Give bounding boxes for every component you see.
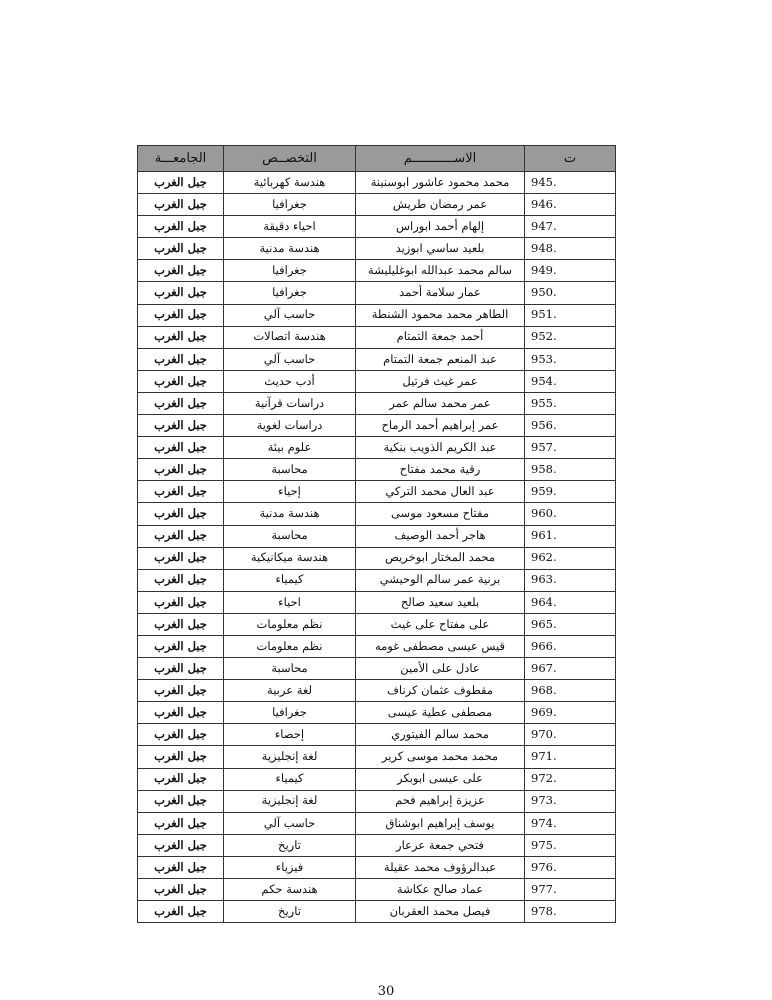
- cell-number: 965.: [525, 613, 616, 635]
- cell-specialization: تاريخ: [224, 834, 356, 856]
- cell-name: عمر رمضان طريش: [356, 194, 525, 216]
- cell-number: 974.: [525, 812, 616, 834]
- cell-number: 960.: [525, 503, 616, 525]
- table-row: [138, 525, 616, 547]
- table-header: [138, 146, 616, 172]
- cell-number: 945.: [525, 172, 616, 194]
- cell-specialization: هندسة ميكانيكية: [224, 547, 356, 569]
- table-row: [138, 680, 616, 702]
- cell-number: 977.: [525, 879, 616, 901]
- table-row: [138, 812, 616, 834]
- cell-specialization: لغة إنجليزية: [224, 746, 356, 768]
- table-row: [138, 834, 616, 856]
- cell-number: 950.: [525, 282, 616, 304]
- roster-table: [137, 145, 616, 923]
- cell-name: محمد المختار ابوخريص: [356, 547, 525, 569]
- cell-name: بلعيد سعيد صالح: [356, 591, 525, 613]
- cell-name: عبد المنعم جمعة التمتام: [356, 348, 525, 370]
- cell-number: 967.: [525, 658, 616, 680]
- cell-specialization: دراسات لغوية: [224, 415, 356, 437]
- table-row: [138, 370, 616, 392]
- header-university: الجامعـــة: [138, 146, 224, 172]
- table-row: [138, 746, 616, 768]
- cell-number: 953.: [525, 348, 616, 370]
- table-row: [138, 790, 616, 812]
- table-row: [138, 348, 616, 370]
- cell-number: 973.: [525, 790, 616, 812]
- cell-university: جبل الغرب: [138, 746, 224, 768]
- cell-number: 949.: [525, 260, 616, 282]
- cell-name: قيس عيسى مصطفى غومه: [356, 635, 525, 657]
- cell-number: 948.: [525, 238, 616, 260]
- cell-number: 946.: [525, 194, 616, 216]
- cell-specialization: جغرافيا: [224, 702, 356, 724]
- cell-specialization: أدب حديث: [224, 370, 356, 392]
- table-row: [138, 194, 616, 216]
- cell-university: جبل الغرب: [138, 194, 224, 216]
- table-row: [138, 415, 616, 437]
- cell-name: عبد العال محمد التركي: [356, 481, 525, 503]
- cell-name: عماد صالح عكاشة: [356, 879, 525, 901]
- cell-university: جبل الغرب: [138, 834, 224, 856]
- cell-specialization: لغة إنجليزية: [224, 790, 356, 812]
- header-name: الاســـــــــــم: [356, 146, 525, 172]
- cell-name: على مفتاح على غيث: [356, 613, 525, 635]
- cell-specialization: تاريخ: [224, 901, 356, 923]
- table-row: [138, 172, 616, 194]
- table-row: [138, 392, 616, 414]
- table-row: [138, 613, 616, 635]
- cell-number: 964.: [525, 591, 616, 613]
- table-row: [138, 304, 616, 326]
- cell-specialization: نظم معلومات: [224, 635, 356, 657]
- cell-name: أحمد جمعة التمتام: [356, 326, 525, 348]
- cell-specialization: حاسب آلي: [224, 812, 356, 834]
- cell-specialization: لغة عربية: [224, 680, 356, 702]
- cell-name: إلهام أحمد ابوراس: [356, 216, 525, 238]
- cell-specialization: جغرافيا: [224, 260, 356, 282]
- cell-number: 947.: [525, 216, 616, 238]
- cell-university: جبل الغرب: [138, 702, 224, 724]
- cell-university: جبل الغرب: [138, 326, 224, 348]
- cell-number: 962.: [525, 547, 616, 569]
- cell-name: بلعيد ساسي ابوزيد: [356, 238, 525, 260]
- cell-university: جبل الغرب: [138, 812, 224, 834]
- cell-name: فتحي جمعة عرعار: [356, 834, 525, 856]
- cell-number: 959.: [525, 481, 616, 503]
- table-row: [138, 326, 616, 348]
- cell-name: فيصل محمد العقربان: [356, 901, 525, 923]
- cell-name: رقية محمد مفتاح: [356, 459, 525, 481]
- cell-number: 978.: [525, 901, 616, 923]
- table-row: [138, 879, 616, 901]
- cell-name: محمد محمد موسى كرير: [356, 746, 525, 768]
- cell-name: عمر غيث فرتيل: [356, 370, 525, 392]
- cell-university: جبل الغرب: [138, 392, 224, 414]
- cell-university: جبل الغرب: [138, 525, 224, 547]
- cell-university: جبل الغرب: [138, 503, 224, 525]
- cell-number: 954.: [525, 370, 616, 392]
- cell-name: عمار سلامة أحمد: [356, 282, 525, 304]
- cell-name: عمر إبراهيم أحمد الرماح: [356, 415, 525, 437]
- table-row: [138, 503, 616, 525]
- cell-name: مقطوف عثمان كرناف: [356, 680, 525, 702]
- table-row: [138, 724, 616, 746]
- cell-name: هاجر أحمد الوصيف: [356, 525, 525, 547]
- table-row: [138, 260, 616, 282]
- cell-number: 956.: [525, 415, 616, 437]
- cell-university: جبل الغرب: [138, 481, 224, 503]
- cell-specialization: محاسبة: [224, 658, 356, 680]
- cell-number: 969.: [525, 702, 616, 724]
- table-body: [138, 172, 616, 923]
- table-row: [138, 459, 616, 481]
- cell-university: جبل الغرب: [138, 591, 224, 613]
- cell-specialization: هندسة كهربائية: [224, 172, 356, 194]
- cell-university: جبل الغرب: [138, 635, 224, 657]
- cell-specialization: محاسبة: [224, 459, 356, 481]
- header-row: [138, 146, 616, 172]
- cell-number: 963.: [525, 569, 616, 591]
- cell-specialization: جغرافيا: [224, 194, 356, 216]
- cell-specialization: حاسب آلي: [224, 304, 356, 326]
- cell-number: 976.: [525, 856, 616, 878]
- cell-university: جبل الغرب: [138, 216, 224, 238]
- cell-specialization: هندسة مدنية: [224, 238, 356, 260]
- cell-specialization: كيمياء: [224, 569, 356, 591]
- cell-number: 952.: [525, 326, 616, 348]
- cell-university: جبل الغرب: [138, 658, 224, 680]
- cell-name: محمد محمود عاشور ابوسنينة: [356, 172, 525, 194]
- cell-number: 968.: [525, 680, 616, 702]
- table-row: [138, 856, 616, 878]
- cell-specialization: احياء دقيقة: [224, 216, 356, 238]
- cell-university: جبل الغرب: [138, 348, 224, 370]
- cell-university: جبل الغرب: [138, 459, 224, 481]
- table-row: [138, 481, 616, 503]
- table-row: [138, 591, 616, 613]
- cell-specialization: حاسب آلي: [224, 348, 356, 370]
- cell-name: سالم محمد عبدالله ابوغليليشة: [356, 260, 525, 282]
- cell-name: مفتاح مسعود موسى: [356, 503, 525, 525]
- table-row: [138, 658, 616, 680]
- cell-university: جبل الغرب: [138, 172, 224, 194]
- cell-specialization: هندسة اتصالات: [224, 326, 356, 348]
- cell-university: جبل الغرب: [138, 724, 224, 746]
- table-row: [138, 569, 616, 591]
- cell-university: جبل الغرب: [138, 370, 224, 392]
- cell-number: 958.: [525, 459, 616, 481]
- cell-number: 951.: [525, 304, 616, 326]
- cell-specialization: كيمياء: [224, 768, 356, 790]
- cell-university: جبل الغرب: [138, 613, 224, 635]
- cell-number: 971.: [525, 746, 616, 768]
- cell-university: جبل الغرب: [138, 856, 224, 878]
- cell-name: يوسف إبراهيم ابوشناق: [356, 812, 525, 834]
- table-row: [138, 768, 616, 790]
- cell-name: الطاهر محمد محمود الشنطة: [356, 304, 525, 326]
- table-row: [138, 901, 616, 923]
- table-row: [138, 216, 616, 238]
- cell-university: جبل الغرب: [138, 569, 224, 591]
- cell-name: عادل على الأمين: [356, 658, 525, 680]
- table-row: [138, 702, 616, 724]
- cell-name: برنية عمر سالم الوحيشي: [356, 569, 525, 591]
- cell-name: عزيزة إبراهيم فحم: [356, 790, 525, 812]
- cell-name: مصطفى عطية عيسى: [356, 702, 525, 724]
- header-specialization: التخصــص: [224, 146, 356, 172]
- cell-university: جبل الغرب: [138, 415, 224, 437]
- cell-specialization: إحياء: [224, 481, 356, 503]
- table-row: [138, 547, 616, 569]
- cell-number: 975.: [525, 834, 616, 856]
- table-row: [138, 635, 616, 657]
- cell-specialization: هندسة حكم: [224, 879, 356, 901]
- cell-specialization: نظم معلومات: [224, 613, 356, 635]
- cell-university: جبل الغرب: [138, 901, 224, 923]
- cell-number: 961.: [525, 525, 616, 547]
- cell-number: 970.: [525, 724, 616, 746]
- cell-university: جبل الغرب: [138, 282, 224, 304]
- cell-university: جبل الغرب: [138, 768, 224, 790]
- cell-university: جبل الغرب: [138, 260, 224, 282]
- cell-specialization: دراسات قرآنية: [224, 392, 356, 414]
- table-row: [138, 437, 616, 459]
- cell-university: جبل الغرب: [138, 680, 224, 702]
- cell-university: جبل الغرب: [138, 547, 224, 569]
- cell-name: عبدالرؤوف محمد عقيلة: [356, 856, 525, 878]
- cell-number: 966.: [525, 635, 616, 657]
- cell-specialization: علوم بيئة: [224, 437, 356, 459]
- header-number: ت: [525, 146, 616, 172]
- table-row: [138, 238, 616, 260]
- cell-university: جبل الغرب: [138, 304, 224, 326]
- cell-university: جبل الغرب: [138, 238, 224, 260]
- cell-specialization: جغرافيا: [224, 282, 356, 304]
- cell-specialization: محاسبة: [224, 525, 356, 547]
- cell-name: محمد سالم الفيتوري: [356, 724, 525, 746]
- cell-university: جبل الغرب: [138, 790, 224, 812]
- cell-university: جبل الغرب: [138, 437, 224, 459]
- cell-specialization: فيزياء: [224, 856, 356, 878]
- cell-specialization: إحصاء: [224, 724, 356, 746]
- cell-specialization: هندسة مدنية: [224, 503, 356, 525]
- cell-number: 955.: [525, 392, 616, 414]
- cell-name: عبد الكريم الذويب بنكية: [356, 437, 525, 459]
- cell-number: 972.: [525, 768, 616, 790]
- table-row: [138, 282, 616, 304]
- cell-specialization: احياء: [224, 591, 356, 613]
- page-number: 30: [377, 984, 395, 999]
- cell-name: على عيسى ابوبكر: [356, 768, 525, 790]
- cell-university: جبل الغرب: [138, 879, 224, 901]
- cell-number: 957.: [525, 437, 616, 459]
- cell-name: عمر محمد سالم عمر: [356, 392, 525, 414]
